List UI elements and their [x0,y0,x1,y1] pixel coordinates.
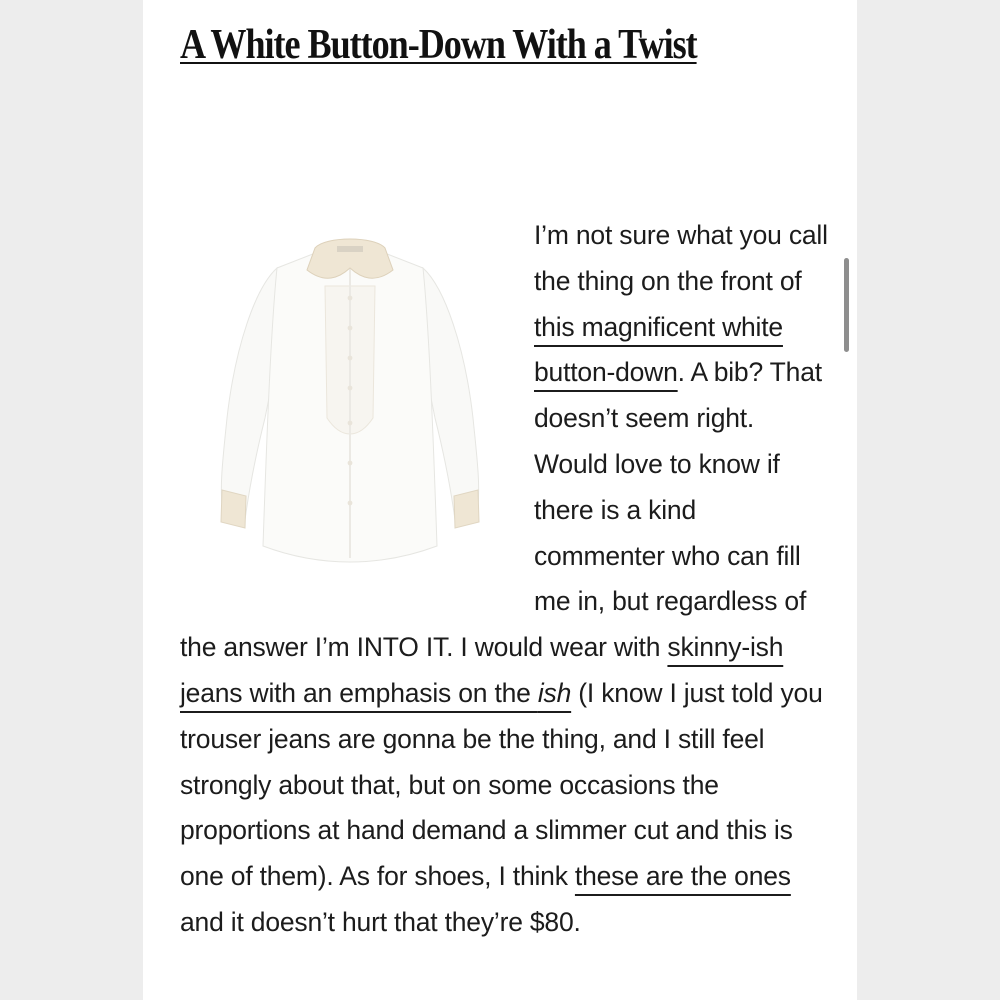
article-page [143,0,857,1000]
scrollbar-thumb[interactable] [844,258,849,352]
article-title[interactable]: A White Button-Down With a Twist [180,22,697,68]
link-shoes[interactable]: these are the ones [574,861,791,892]
article-body [180,213,830,946]
body-text-4: and it doesn’t hurt that they’re $80. [180,906,581,937]
link-button-down[interactable]: this magnificent white button-down [534,311,783,388]
body-text-3: (I know I just told you trouser jeans are gonna be the thing, and I still feel strongly about that, but on some occasions the proportions at hand demand a slimmer cut and this is one of them). As for shoes, I think [180,677,823,892]
body-text-1: I’m not sure what you call the thing on the front of [534,220,828,296]
body-text-2: . A bib? That doesn’t seem right. Would love to know if there is a kind commenter who can fill me in, but regardless of the answer I’m INTO IT. I would wear with [180,357,822,663]
link-skinny-jeans[interactable]: skinny-ish jeans with an emphasis on the ish [180,632,784,708]
